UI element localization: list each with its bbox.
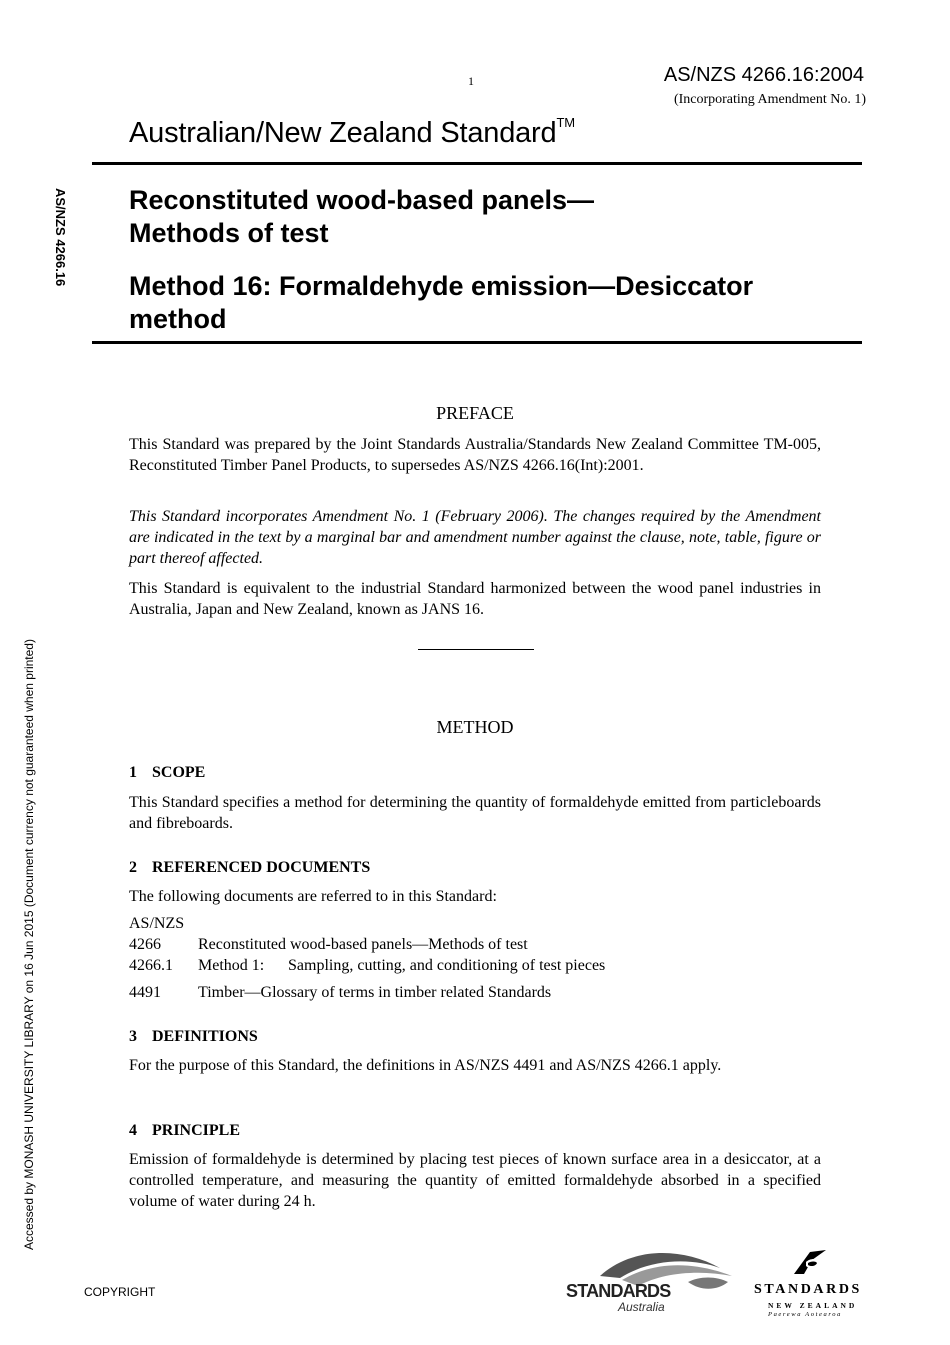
standards-new-zealand-logo-icon	[790, 1248, 830, 1278]
side-access-note: Accessed by MONASH UNIVERSITY LIBRARY on 16 Jun 2015 (Document currency not guaranteed when printed)	[22, 639, 36, 1250]
preface-heading: PREFACE	[436, 403, 514, 423]
principle-text: Emission of formaldehyde is determined by placing test pieces of known surface area in a desiccator, at a controlled temperature, and measuring the quantity of emitted formaldehyde absorbed in a specified volume of water during 24 h.	[129, 1151, 821, 1210]
series-title	[129, 117, 575, 150]
standards-new-zealand-wordmark: STANDARDS	[754, 1282, 862, 1297]
definitions-text: For the purpose of this Standard, the definitions in AS/NZS 4491 and AS/NZS 4266.1 apply.	[129, 1057, 722, 1074]
title-rule-top	[92, 162, 862, 165]
standard-title-line-1: Reconstituted wood-based panels—	[129, 185, 595, 215]
title-rule-bottom	[92, 341, 862, 344]
reference-item	[129, 982, 821, 1003]
standards-australia-wordmark: STANDARDS	[566, 1281, 671, 1301]
reference-item	[129, 955, 821, 976]
standards-australia-sub: Australia	[618, 1300, 665, 1314]
scope-text: This Standard specifies a method for determining the quantity of formaldehyde emitted from particleboards and fibreboards.	[129, 794, 821, 832]
preface-paragraph-1: This Standard was prepared by the Joint Standards Australia/Standards New Zealand Committee TM-005, Reconstituted Timber Panel Products, to supersedes AS/NZS 4266.16(Int):2001.	[129, 436, 821, 474]
section-heading-principle	[129, 1120, 240, 1141]
section-number: 4	[129, 1122, 137, 1139]
reference-code: 4266.1	[129, 957, 173, 974]
section-heading-definitions	[129, 1026, 258, 1047]
section-title: REFERENCED DOCUMENTS	[152, 859, 371, 876]
reference-title: Timber—Glossary of terms in timber related Standards	[198, 984, 552, 1001]
reference-subtitle: Method 1:	[198, 957, 265, 974]
method-heading: METHOD	[436, 717, 514, 737]
method-title-line-1: Method 16: Formaldehyde emission—Desiccator	[129, 271, 754, 301]
reference-item	[129, 934, 821, 955]
method-title-line-2: method	[129, 304, 227, 334]
standard-title-line-2: Methods of test	[129, 218, 329, 248]
method-title	[129, 270, 829, 336]
section-title: SCOPE	[152, 764, 206, 781]
standard-title	[129, 184, 829, 250]
standards-new-zealand-sub: NEW ZEALAND	[768, 1301, 858, 1310]
reference-code: 4266	[129, 936, 161, 953]
trademark-mark: TM	[556, 115, 575, 131]
preface-paragraph-2: This Standard incorporates Amendment No. 1 (February 2006). The changes required by the Amendment are indicated in the text by a marginal bar and amendment number against the clause, note, table, figure or part thereof affected.	[129, 508, 821, 567]
section-number: 3	[129, 1028, 137, 1045]
standards-new-zealand-maori: Paerewa Aotearoa	[768, 1311, 842, 1318]
reference-group-label: AS/NZS	[129, 915, 185, 932]
copyright-notice: COPYRIGHT	[84, 1285, 156, 1299]
reference-code: 4491	[129, 984, 161, 1001]
preface-paragraph-3: This Standard is equivalent to the industrial Standard harmonized between the wood panel industries in Australia, Japan and New Zealand, known as JANS 16.	[129, 580, 821, 618]
document-code: AS/NZS 4266.16:2004	[663, 64, 864, 86]
section-number: 1	[129, 764, 137, 781]
reference-title: Sampling, cutting, and conditioning of test pieces	[288, 957, 606, 974]
page-number: 1	[468, 74, 474, 88]
side-document-code: AS/NZS 4266.16	[53, 188, 68, 287]
reference-list	[129, 913, 821, 1003]
section-heading-referenced-documents	[129, 857, 370, 878]
section-divider	[418, 649, 534, 650]
section-heading-scope	[129, 762, 205, 783]
series-title-text: Australian/New Zealand Standard	[129, 117, 557, 149]
section-number: 2	[129, 859, 137, 876]
amendment-note: (Incorporating Amendment No. 1)	[673, 92, 866, 107]
section-title: PRINCIPLE	[152, 1122, 241, 1139]
section-title: DEFINITIONS	[152, 1028, 258, 1045]
reference-title: Reconstituted wood-based panels—Methods of test	[198, 936, 528, 953]
referenced-documents-intro: The following documents are referred to in this Standard:	[129, 888, 497, 905]
